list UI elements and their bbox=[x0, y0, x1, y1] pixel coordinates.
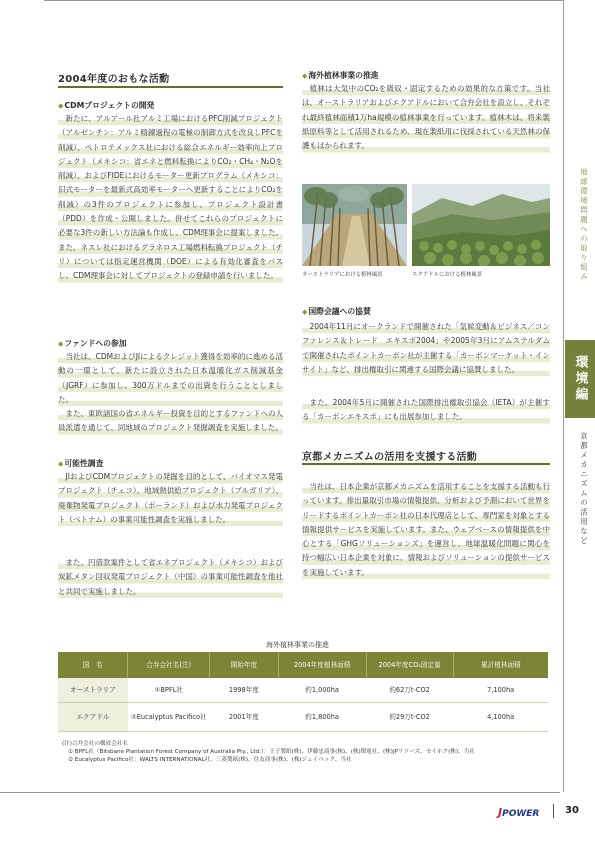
section-title-support: 京都メカニズムの活用を支援する活動 bbox=[302, 452, 478, 463]
table-title: 海外植林事業の推進 bbox=[266, 641, 329, 649]
table-notes bbox=[62, 740, 475, 765]
header-area-2004: 2004年度植林面積 bbox=[278, 652, 366, 678]
cell-area: 約1,000ha bbox=[278, 678, 366, 703]
cell-total: 4,100ha bbox=[453, 703, 548, 732]
footer-rule bbox=[0, 792, 560, 793]
diamond-icon: ◆ bbox=[58, 340, 64, 348]
note-1: ① BPFL社（Bitsbane Plantation Forest Company of Australia Pty., Ltd.）：王子製紙(株)、伊藤忠商事(株)、(株)関電社、(株)JPリソーズ、セイホク(株)、当社 bbox=[68, 749, 475, 756]
paragraph-support: 当社は、日本企業が京都メカニズムを活用することを支援する活動も行っています。排出量取引市場の情報提供、分析および予測において世界をリードするポイントカーボン社の日本代理店として、専門家を対象とする情報提供サービスを実施しています。また、ウェブベースの情報提供を中心とする「GHGソリューションズ」を運営し、地球温暖化問題に関心を持つ幅広い日本企業を対象に、情報およびソリューションの提供サービスを実施しています。 bbox=[302, 480, 550, 580]
cell-start-year: 1998年度 bbox=[210, 678, 279, 703]
subheading-fund: ◆ファンドへの参加 bbox=[58, 339, 127, 348]
cell-company: ②Eucalyptus Pacifico社 bbox=[128, 703, 210, 732]
subheading-cdm: ◆CDMプロジェクトの開発 bbox=[58, 101, 155, 110]
header-co2-2004: 2004年度CO₂固定量 bbox=[366, 652, 453, 678]
page-number: 30 bbox=[565, 805, 579, 816]
table-row bbox=[58, 678, 548, 703]
paragraph-plantation: 植林は大気中のCO₂を吸収・固定するための効果的な方策です。当社は、オーストラリアおよびエクアドルにおいて合弁会社を設立し、それぞれ最終植林面積1万ha規模の植林事業を行っています。植林木は、将来製紙原料等として活用されるため、現在製紙用に伐採されている天然林の保護もはかられます。 bbox=[302, 82, 550, 153]
paragraph-fund-1: 当社は、CDMおよびJIによるクレジット獲得を効率的に進める活動の一環として、新たに設立された日本温暖化ガス削減基金（JGRF）に参加し、300万ドルまでの出資を行うこととしました。 bbox=[58, 350, 283, 407]
cell-country: エクアドル bbox=[58, 703, 128, 732]
page-frame-top bbox=[44, 0, 564, 1]
side-label-section: 京都メカニズムの活用など bbox=[580, 432, 589, 546]
photo-ecuador-plantation bbox=[412, 184, 550, 266]
cell-start-year: 2001年度 bbox=[210, 703, 279, 732]
table-header-row bbox=[58, 652, 548, 678]
cell-area: 約1,800ha bbox=[278, 703, 366, 732]
subheading-feasibility: ◆可能性調査 bbox=[58, 459, 104, 468]
side-tab-label: 環境編 bbox=[572, 355, 588, 403]
header-start-year: 開始年度 bbox=[210, 652, 279, 678]
page-frame-right bbox=[563, 0, 564, 792]
diamond-icon: ◆ bbox=[302, 72, 308, 80]
table-row bbox=[58, 703, 548, 732]
paragraph-conference-1: 2004年11月にオークランドで開催された「気候変動＆ビジネス／コンファレンス＆トレード エキスポ2004」や2005年3月にアムステルダムで開催されたポイントカーボン社が主催する「カーボンマーケット・インサイト」など、排出権取引に関連する国際会議に協賛しました。 bbox=[302, 320, 550, 377]
cell-co2: 約62万t-CO2 bbox=[366, 678, 453, 703]
footer-divider bbox=[553, 804, 554, 818]
subheading-conference: ◆国際会議への協賛 bbox=[302, 307, 371, 316]
subheading-plantation: ◆海外植林事業の推進 bbox=[302, 71, 379, 80]
section-rule bbox=[302, 463, 550, 465]
note-2: ② Eucalyptus Pacifico社：WALTS INTERNATIONAL社、三菱製紙(株)、住友商事(株)、(株)ジェイベック、当社 bbox=[68, 757, 352, 764]
section-title-activities: 2004年度のおもな活動 bbox=[58, 74, 170, 85]
note-heading: (注)合弁会社の構成会社名 bbox=[62, 741, 128, 747]
diamond-icon: ◆ bbox=[302, 308, 308, 316]
paragraph-conference-2: また、2004年5月に開催された国際排出権取引協会（IETA）が主催する「カーボンエキスポ」にも出展参加しました。 bbox=[302, 396, 550, 425]
jpower-logo: JPOWER bbox=[498, 806, 540, 819]
diamond-icon: ◆ bbox=[58, 102, 64, 110]
header-company: 合弁会社名(注) bbox=[128, 652, 210, 678]
header-total-area: 累計植林面積 bbox=[453, 652, 548, 678]
paragraph-feasibility-1: JIおよびCDMプロジェクトの発掘を目的として、バイオマス発電プロジェクト（チェコ）、地域熱供給プロジェクト（ブルガリア）、廃棄物発電プロジェクト（ポーランド）および水力発電プロジェクト（ベトナム）の事業可能性調査を実施しました。 bbox=[58, 470, 283, 527]
header-country: 国 名 bbox=[58, 652, 128, 678]
plantation-table bbox=[58, 652, 548, 732]
cell-company: ①BPFL社 bbox=[128, 678, 210, 703]
side-tab-environment[interactable] bbox=[565, 340, 595, 418]
paragraph-fund-2: また、東欧諸国の省エネルギー投資を目的とするファンドへの人員派遣を通じて、同地域のプロジェクト発掘調査を実施しました。 bbox=[58, 407, 283, 436]
photo-caption-ecuador: エクアドルにおける植林風景 bbox=[412, 272, 483, 278]
diamond-icon: ◆ bbox=[58, 460, 64, 468]
cell-co2: 約29万t-CO2 bbox=[366, 703, 453, 732]
photo-caption-australia: オーストラリアにおける植林風景 bbox=[302, 272, 383, 278]
paragraph-feasibility-2: また、円借款案件として省エネプロジェクト（メキシコ）および炭鉱メタン回収発電プロジェクト（中国）の事業可能性調査を他社と共同で実施しました。 bbox=[58, 556, 283, 599]
cell-country: オーストラリア bbox=[58, 678, 128, 703]
section-rule bbox=[58, 86, 283, 88]
cell-total: 7,100ha bbox=[453, 678, 548, 703]
photo-australia-plantation bbox=[302, 184, 407, 266]
side-label-chapter: 地球環境問題への取り組み bbox=[580, 168, 589, 282]
paragraph-cdm: 新たに、アルアール社アルミ工場におけるPFC削減プロジェクト（アルゼンチン：アルミ精錬過程の電極の制御方式を改良しPFCを削減）、ペトロテメックス社における総合エネルギー効率向上プロジェクト（メキシコ：省エネと燃料転換によりCO₂・CH₄・N₂Oを削減）、およびFIDEにおけるモーター更新プログラム（メキシコ：旧式モーターを最新式高効率モーターへ更新することによりCO₂を削減）の3件のプロジェクトに参加し、プロジェクト設計書（PDD）を作成・公開しました。併せてこれらのプロジェクトに必要な3件の新しい方法論も作成し、CDM理事会に提案しました。また、ネスレ社におけるグラネロス工場燃料転換プロジェクト（チリ）については指定運営機関（DOE）による有効化審査をパスし、CDM理事会に対してプロジェクトの登録申請を行いました。 bbox=[58, 112, 283, 284]
